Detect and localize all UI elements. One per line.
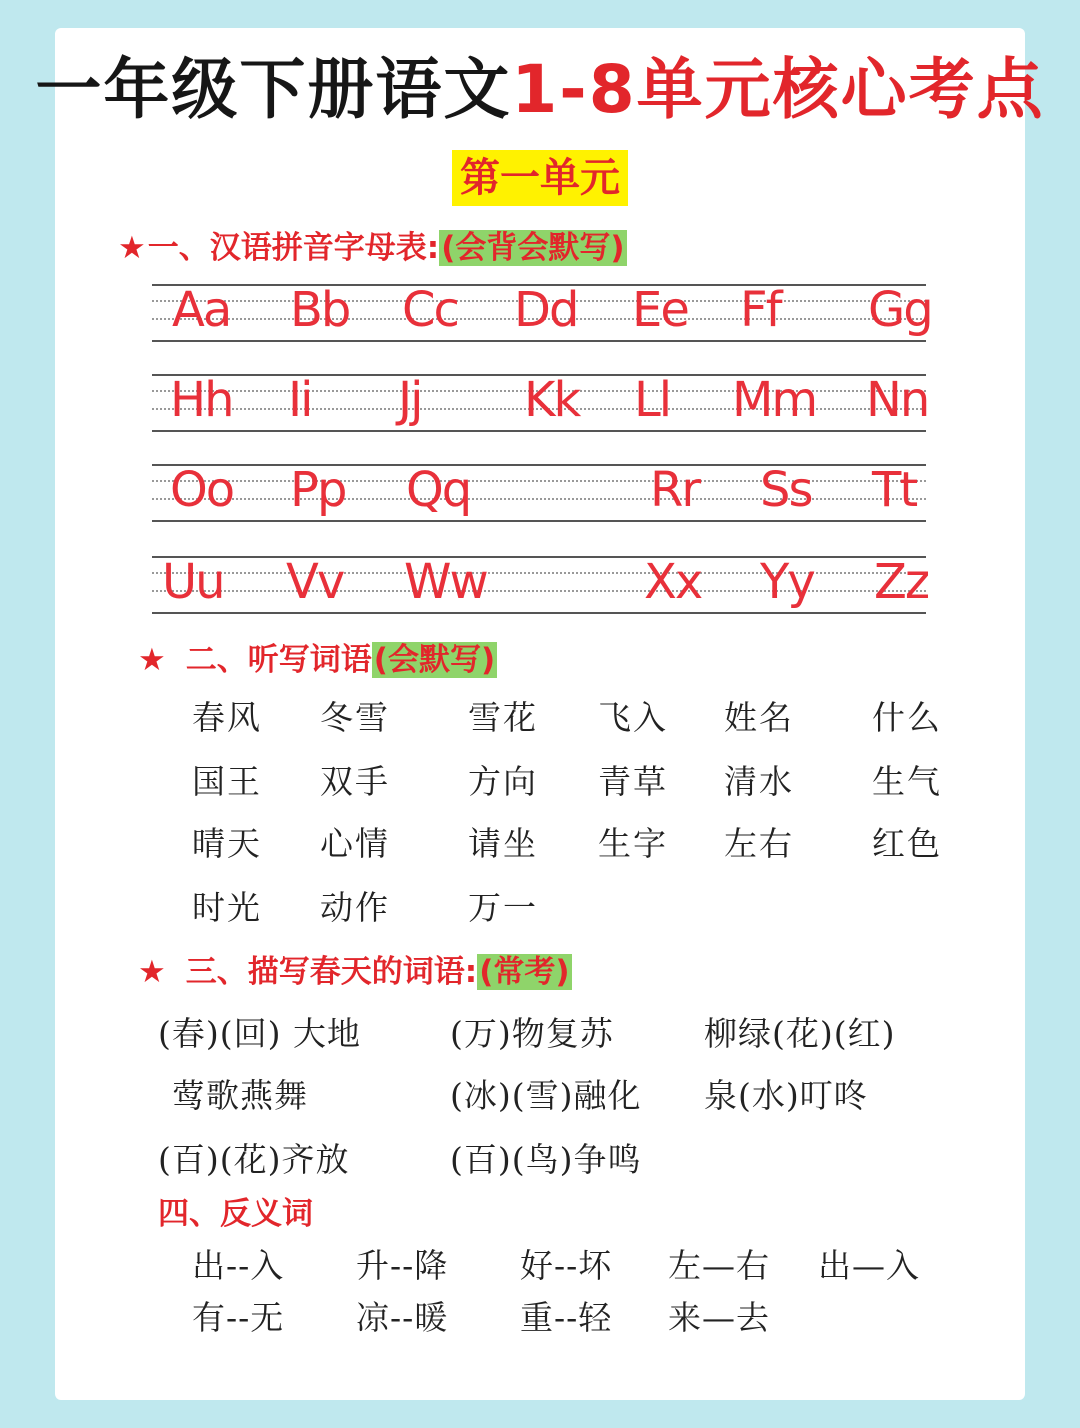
alphabet-letter: Oo: [170, 462, 234, 518]
alphabet-letter: Ii: [288, 372, 312, 428]
section-3-label: 三、描写春天的词语:: [185, 954, 478, 990]
alphabet-letter: Uu: [162, 554, 224, 610]
dictation-word: 心情: [320, 824, 390, 863]
spring-phrase: 柳绿(花)(红): [704, 1014, 896, 1053]
star-icon: ★: [118, 230, 146, 266]
alphabet-letter: Pp: [290, 462, 346, 518]
spring-phrase: (万)物复苏: [450, 1014, 614, 1053]
alphabet-letter: Ff: [740, 282, 781, 338]
dictation-word: 什么: [872, 698, 942, 737]
dictation-word: 春风: [192, 698, 262, 737]
alphabet-letter: Yy: [760, 554, 814, 610]
alphabet-letter: Xx: [644, 554, 702, 610]
dictation-word: 时光: [192, 888, 262, 927]
page-title: [0, 50, 1080, 130]
alphabet-letter: Ww: [404, 554, 487, 610]
antonym-pair: 升--降: [356, 1246, 449, 1285]
dictation-word: 清水: [724, 762, 794, 801]
alphabet-letter: Cc: [402, 282, 458, 338]
dictation-word: 万一: [468, 888, 538, 927]
antonym-pair: 凉--暖: [356, 1298, 449, 1337]
section-2-heading: [138, 638, 497, 682]
dictation-word: 雪花: [468, 698, 538, 737]
dictation-word: 姓名: [724, 698, 794, 737]
star-icon: ★: [138, 954, 166, 990]
unit-label: 第一单元: [452, 150, 628, 206]
title-part1: 一年级下册语文: [35, 51, 512, 128]
section-2-note: (会默写): [373, 642, 496, 678]
title-part2: 1-8单元核心考点: [511, 51, 1045, 128]
section-1-label: 一、汉语拼音字母表:: [147, 230, 440, 266]
dictation-word: 方向: [468, 762, 538, 801]
alphabet-letter: Ll: [634, 372, 671, 428]
alphabet-letter: Jj: [398, 372, 422, 428]
alphabet-letter: Dd: [514, 282, 578, 338]
alphabet-letter: Tt: [872, 462, 917, 518]
alphabet-letter: Ss: [760, 462, 812, 518]
alphabet-letter: Nn: [866, 372, 929, 428]
antonym-pair: 来—去: [668, 1298, 770, 1337]
alphabet-letter: Kk: [524, 372, 580, 428]
dictation-word: 动作: [320, 888, 390, 927]
alphabet-letter: Aa: [172, 282, 231, 338]
spring-phrase: (百)(鸟)争鸣: [450, 1140, 642, 1179]
antonym-pair: 出--入: [192, 1246, 285, 1285]
spring-phrase: (春)(回) 大地: [158, 1014, 361, 1053]
antonym-pair: 出—入: [818, 1246, 920, 1285]
spring-phrase: 泉(水)叮咚: [704, 1076, 868, 1115]
section-3-note: (常考): [479, 954, 570, 990]
dictation-word: 生气: [872, 762, 942, 801]
section-4-heading: [158, 1192, 313, 1236]
alphabet-letter: Vv: [286, 554, 344, 610]
dictation-word: 红色: [872, 824, 942, 863]
alphabet-letter: Gg: [868, 282, 932, 338]
spring-phrase: 莺歌燕舞: [172, 1076, 308, 1115]
dictation-word: 飞入: [598, 698, 668, 737]
spring-phrase: (百)(花)齐放: [158, 1140, 350, 1179]
dictation-word: 国王: [192, 762, 262, 801]
section-3-heading: [138, 950, 572, 994]
dictation-word: 生字: [598, 824, 668, 863]
alphabet-letter: Ee: [632, 282, 688, 338]
antonym-pair: 重--轻: [520, 1298, 613, 1337]
antonym-pair: 有--无: [192, 1298, 285, 1337]
antonym-pair: 左—右: [668, 1246, 770, 1285]
dictation-word: 请坐: [468, 824, 538, 863]
alphabet-letter: Zz: [874, 554, 929, 610]
dictation-word: 双手: [320, 762, 390, 801]
unit-heading: [0, 150, 1080, 206]
dictation-word: 左右: [724, 824, 794, 863]
dictation-word: 冬雪: [320, 698, 390, 737]
spring-phrase: (冰)(雪)融化: [450, 1076, 642, 1115]
alphabet-letter: Hh: [170, 372, 233, 428]
section-1-heading: [118, 226, 627, 270]
alphabet-letter: Qq: [406, 462, 471, 518]
alphabet-letter: Mm: [732, 372, 817, 428]
dictation-word: 青草: [598, 762, 668, 801]
alphabet-letter: Rr: [650, 462, 700, 518]
section-2-label: 二、听写词语: [185, 642, 372, 678]
section-4-label: 四、反义词: [158, 1196, 313, 1232]
alphabet-letter: Bb: [290, 282, 350, 338]
dictation-word: 晴天: [192, 824, 262, 863]
star-icon: ★: [138, 642, 166, 678]
section-1-note: (会背会默写): [441, 230, 625, 266]
antonym-pair: 好--坏: [520, 1246, 613, 1285]
